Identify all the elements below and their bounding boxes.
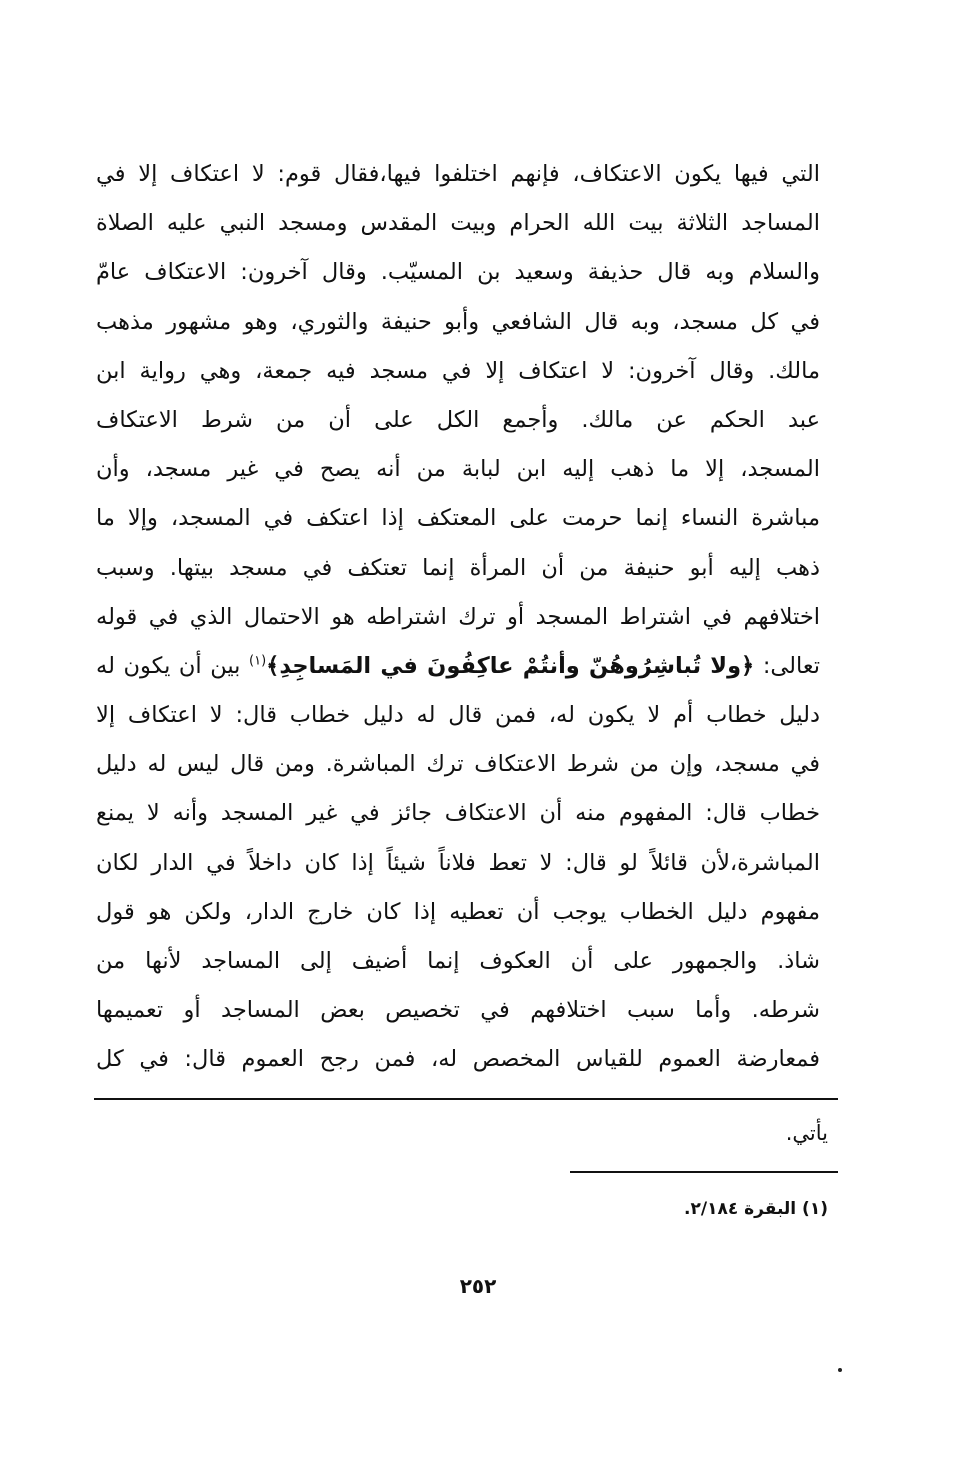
text-line: شرطه. وأما سبب اختلافهم في تخصيص بعض المساجد أو تعميمها <box>96 997 820 1024</box>
footnote: (١) البقرة ٢/١٨٤. <box>684 1199 828 1219</box>
text-line: ذهب إليه أبو حنيفة من أن المرأة إنما تعتكف في مسجد بيتها. وسبب <box>96 554 820 581</box>
text-line: في كل مسجد، وبه قال الشافعي وأبو حنيفة والثوري، وهو مشهور مذهب <box>96 308 820 335</box>
quran-verse: ﴿ولا تُباشِرُوهُنّ وأنتُمْ عاكِفُونَ في المَساجِدِ﴾ <box>266 652 755 679</box>
verse-trail-text: بين أن يكون له <box>96 652 249 679</box>
text-line: المباشرة،لأن قائلاً لو قال: لا تعط فلاناً شيئاً إذا كان داخلاً في الدار لكان <box>96 849 820 876</box>
text-line: مالك. وقال آخرون: لا اعتكاف إلا في مسجد فيه جمعة، وهي رواية ابن <box>96 357 820 384</box>
text-line: فمعارضة العموم للقياس المخصص له، فمن رجح العموم قال: في كل <box>96 1046 820 1073</box>
page-number: ٢٥٢ <box>459 1274 497 1298</box>
text-line: التي فيها يكون الاعتكاف، فإنهم اختلفوا فيها،فقال قوم: لا اعتكاف إلا في <box>96 161 820 187</box>
body-separator-rule <box>94 1098 838 1100</box>
text-line: المسجد، إلا ما ذهب إليه ابن لبابة من أنه يصح في غير مسجد، وأن <box>96 456 820 483</box>
body-text <box>96 150 820 1085</box>
text-line: عبد الحكم عن مالك. وأجمع الكل على أن من شرط الاعتكاف <box>96 406 820 433</box>
text-line: دليل خطاب أم لا يكون له، فمن قال له دليل خطاب قال: لا اعتكاف إلا <box>96 702 820 729</box>
scan-speck <box>838 1368 842 1372</box>
footnote-separator-rule <box>570 1171 838 1173</box>
footnote-ref: (١) <box>249 653 267 669</box>
verse-line <box>96 642 820 691</box>
text-line: اختلافهم في اشتراط المسجد أو ترك اشتراطه هو الاحتمال الذي في قوله <box>96 603 820 630</box>
verse-lead-text: تعالى: <box>754 652 820 679</box>
text-line: مفهوم دليل الخطاب يوجب أن تعطيه إذا كان خارج الدار، ولكن هو قول <box>96 898 820 925</box>
text-line: والسلام وبه قال حذيفة وسعيد بن المسيّب. وقال آخرون: الاعتكاف عامّ <box>96 259 820 286</box>
text-line: مباشرة النساء إنما حرمت على المعتكف إذا اعتكف في المسجد، وإلا ما <box>96 505 820 532</box>
text-line: في مسجد، وإن من شرط الاعتكاف ترك المباشرة. ومن قال ليس له دليل <box>96 751 820 778</box>
carry-over-text: يأتي. <box>785 1121 828 1145</box>
text-line: شاذ. والجمهور على أن العكوف إنما أضيف إلى المساجد لأنها من <box>96 948 820 974</box>
text-line: خطاب قال: المفهوم منه أن الاعتكاف جائز في غير المسجد وأنه لا يمنع <box>96 800 820 827</box>
text-line: المساجد الثلاثة بيت الله الحرام وبيت المقدس ومسجد النبي عليه الصلاة <box>96 210 820 237</box>
